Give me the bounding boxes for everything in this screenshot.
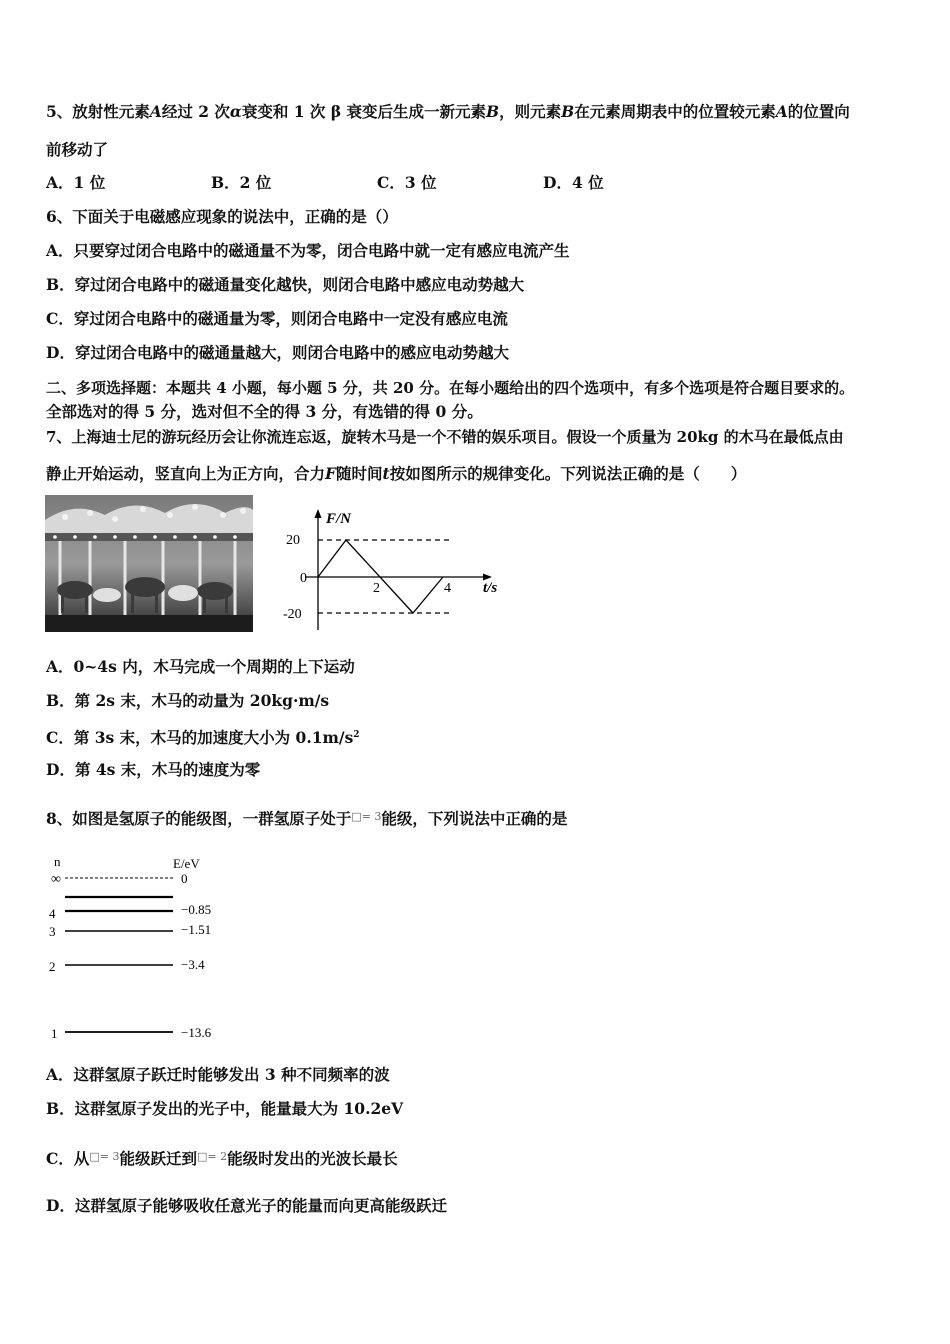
level-n-2: 2 [49, 959, 56, 974]
carousel-photo [45, 495, 253, 632]
level-e-4: −0.85 [181, 902, 212, 917]
q7-option-d: D．第 4s 末，木马的速度为零 [46, 760, 261, 779]
level-e-1: −13.6 [181, 1025, 212, 1040]
q5-option-c: C．3 位 [377, 173, 437, 192]
tick-20: 20 [286, 533, 300, 548]
q5-option-b: B．2 位 [211, 173, 272, 192]
q7-stem-line1: 7、上海迪士尼的游玩经历会让你流连忘返，旋转木马是一个不错的娱乐项目。假设一个质量为 20kg 的木马在最低点由 [46, 428, 844, 446]
tick-4: 4 [444, 581, 451, 596]
q5-option-d: D．4 位 [543, 173, 604, 192]
tick-0: 0 [300, 571, 307, 586]
q6-option-a: A．只要穿过闭合电路中的磁通量不为零，闭合电路中就一定有感应电流产生 [46, 241, 570, 260]
q7-option-c: C．第 3s 末，木马的加速度大小为 $0.1m/s^2$ [46, 728, 360, 748]
q8-option-b: B．这群氢原子发出的光子中，能量最大为 10.2eV [46, 1099, 404, 1118]
q7-stem-line2: 静止开始运动，竖直向上为正方向，合力F随时间t按如图所示的规律变化。下列说法正确的是（ ） [46, 464, 747, 483]
energy-level-diagram [45, 850, 245, 1054]
q7-option-a: A．0~4s 内，木马完成一个周期的上下运动 [46, 657, 355, 676]
q6-option-b: B．穿过闭合电路中的磁通量变化越快，则闭合电路中感应电动势越大 [46, 275, 525, 294]
q8-stem: 8、如图是氢原子的能级图，一群氢原子处于$^{□= 3}$能级，下列说法中正确的是 [46, 809, 568, 828]
q8-option-d: D．这群氢原子能够吸收任意光子的能量而向更高能级跃迁 [46, 1196, 447, 1215]
level-e-inf: 0 [181, 871, 188, 886]
section2-line1: 二、多项选择题：本题共 4 小题，每小题 5 分，共 20 分。在每小题给出的四个选项中，有多个选项是符合题目要求的。 [46, 379, 855, 397]
level-n-1: 1 [51, 1026, 58, 1041]
q5-stem-line2: 前移动了 [46, 140, 109, 159]
q6-stem: 6、下面关于电磁感应现象的说法中，正确的是（） [46, 207, 398, 226]
tick-2: 2 [373, 581, 380, 596]
q5-option-a: A．1 位 [46, 173, 106, 192]
q6-option-d: D．穿过闭合电路中的磁通量越大，则闭合电路中的感应电动势越大 [46, 343, 509, 362]
q6-option-c: C．穿过闭合电路中的磁通量为零，则闭合电路中一定没有感应电流 [46, 309, 508, 328]
q8-option-a: A．这群氢原子跃迁时能够发出 3 种不同频率的波 [46, 1065, 390, 1084]
y-axis-label: F/N [326, 511, 352, 527]
level-n-3: 3 [49, 924, 56, 939]
e-header: E/eV [173, 856, 200, 871]
force-time-graph [280, 505, 510, 639]
section2-line2: 全部选对的得 5 分，选对但不全的得 3 分，有选错的得 0 分。 [46, 402, 483, 421]
level-n-4: 4 [49, 906, 56, 921]
level-n-inf: ∞ [51, 872, 61, 887]
n-header: n [54, 854, 61, 869]
level-e-3: −1.51 [181, 922, 212, 937]
q5-stem-line1: 5、放射性元素A经过 2 次α衰变和 1 次 β 衰变后生成一新元素B，则元素B在元素周期表中的位置较元素A的位置向 [46, 102, 850, 121]
level-e-2: −3.4 [181, 957, 205, 972]
y-axis-arrow [315, 509, 322, 518]
q8-option-c: C．从$^{□= 3}$能级跃迁到$^{□= 2}$能级时发出的光波长最长 [46, 1149, 398, 1168]
x-axis-label: t/s [483, 580, 498, 596]
q7-option-b: B．第 2s 末，木马的动量为 20kg·m/s [46, 691, 330, 710]
tick-neg20: -20 [283, 607, 302, 622]
